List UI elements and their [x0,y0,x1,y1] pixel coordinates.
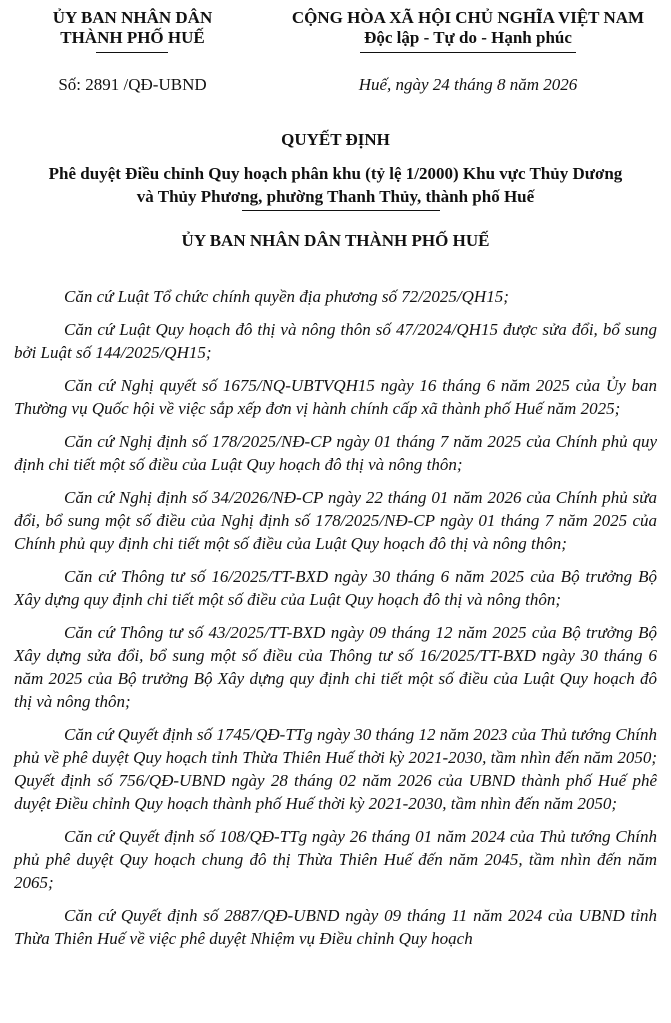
legal-basis-paragraph: Căn cứ Nghị định số 34/2026/NĐ-CP ngày 22 tháng 01 năm 2026 của Chính phủ sửa đổi, bổ sung một số điều của Nghị định số 178/2025/NĐ-CP ngày 01 tháng 7 năm 2025 của Chính phủ quy định chi tiết một số điều của Luật Quy hoạch đô thị và nông thôn; [14,488,657,553]
org-underline [96,52,168,53]
nation-name: CỘNG HÒA XÃ HỘI CHỦ NGHĨA VIỆT NAM [291,8,645,27]
legal-basis-paragraph: Căn cứ Quyết định số 108/QĐ-TTg ngày 26 tháng 01 năm 2024 của Thủ tướng Chính phủ phê duyệt Quy hoạch chung đô thị Thừa Thiên Huế đến năm 2045, tầm nhìn đến năm 2065; [14,827,657,892]
place-and-date: Huế, ngày 24 tháng 8 năm 2026 [358,75,578,94]
document-number: Số: 2891 /QĐ-UBND [58,75,207,94]
legal-bases-list [14,285,657,960]
legal-basis-paragraph: Căn cứ Nghị quyết số 1675/NQ-UBTVQH15 ngày 16 tháng 6 năm 2025 của Ủy ban Thường vụ Quốc hội về việc sắp xếp đơn vị hành chính cấp xã thành phố Huế năm 2025; [14,376,657,418]
legal-basis-paragraph: Căn cứ Thông tư số 16/2025/TT-BXD ngày 30 tháng 6 năm 2025 của Bộ trưởng Bộ Xây dựng quy định chi tiết một số điều của Luật Quy hoạch đô thị và nông thôn; [14,567,657,609]
document-header [0,8,671,108]
legal-basis-paragraph: Căn cứ Thông tư số 43/2025/TT-BXD ngày 09 tháng 12 năm 2025 của Bộ trưởng Bộ Xây dựng sửa đổi, bổ sung một số điều của Thông tư số 16/2025/TT-BXD ngày 30 tháng 6 năm 2025 của Bộ trưởng Bộ Xây dựng quy định chi tiết một số điều của Luật Quy hoạch đô thị và nông thôn; [14,623,657,711]
org-name-line2: THÀNH PHỐ HUẾ [60,28,205,47]
legal-basis-paragraph: Căn cứ Quyết định số 1745/QĐ-TTg ngày 30 tháng 12 năm 2023 của Thủ tướng Chính phủ về phê duyệt Quy hoạch tỉnh Thừa Thiên Huế thời kỳ 2021-2030, tầm nhìn đến năm 2050; Quyết định số 756/QĐ-UBND ngày 28 tháng 02 năm 2026 của UBND thành phố Huế phê duyệt Điều chỉnh Quy hoạch thành phố Huế thời kỳ 2021-2030, tầm nhìn đến năm 2050; [14,725,657,813]
legal-basis-paragraph: Căn cứ Quyết định số 2887/QĐ-UBND ngày 09 tháng 11 năm 2024 của UBND tỉnh Thừa Thiên Huế về việc phê duyệt Nhiệm vụ Điều chỉnh Quy hoạch [14,906,657,948]
document-type-title: QUYẾT ĐỊNH [281,130,390,149]
legal-basis-paragraph: Căn cứ Luật Tổ chức chính quyền địa phương số 72/2025/QH15; [64,287,509,306]
issuing-authority: ỦY BAN NHÂN DÂN THÀNH PHỐ HUẾ [181,231,490,250]
legal-basis-paragraph: Căn cứ Nghị định số 178/2025/NĐ-CP ngày 01 tháng 7 năm 2025 của Chính phủ quy định chi tiết một số điều của Luật Quy hoạch đô thị và nông thôn; [14,432,657,474]
motto-underline [360,52,576,53]
legal-basis-paragraph: Căn cứ Luật Quy hoạch đô thị và nông thôn số 47/2024/QH15 được sửa đổi, bổ sung bởi Luật số 144/2025/QH15; [14,320,657,362]
org-name-line1: ỦY BAN NHÂN DÂN [52,8,213,27]
subtitle-underline [242,210,440,211]
nation-motto: Độc lập - Tự do - Hạnh phúc [364,28,572,47]
document-subtitle: Phê duyệt Điều chỉnh Quy hoạch phân khu (tỷ lệ 1/2000) Khu vực Thủy Dương và Thủy Phương, phường Thanh Thủy, thành phố Huế [48,164,623,206]
